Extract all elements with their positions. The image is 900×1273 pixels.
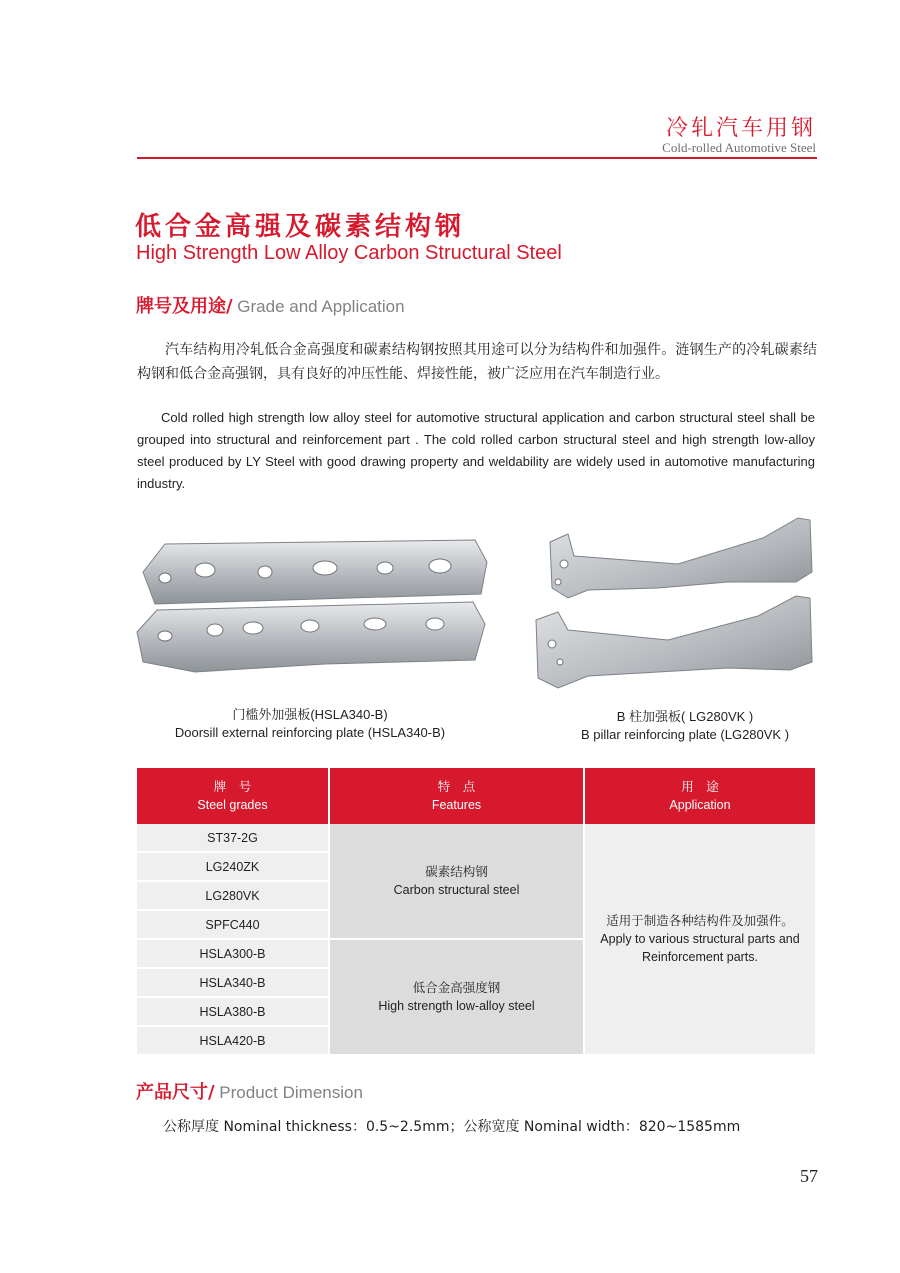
header-steel-grades [137, 768, 329, 824]
grade-cell: ST37-2G [137, 824, 329, 852]
page-title-en: High Strength Low Alloy Carbon Structural Steel [136, 242, 562, 264]
feature-carbon-cn: 碳素结构钢 [425, 865, 488, 879]
grade-cell: LG280VK [137, 881, 329, 910]
header-features-en: Features [431, 798, 482, 812]
header-steel-grades-en: Steel grades [197, 798, 268, 812]
feature-cell-carbon [329, 824, 584, 939]
feature-cell-hsla [329, 939, 584, 1054]
page-title-cn: 低合金高强及碳素结构钢 [135, 212, 466, 242]
section-heading-grade [136, 292, 405, 318]
figure-caption-doorsill [155, 706, 465, 742]
grade-cell: HSLA300-B [137, 939, 329, 968]
header-application [584, 768, 815, 824]
feature-hsla-en: High strength low-alloy steel [378, 999, 535, 1013]
figure-caption-doorsill-en: Doorsill external reinforcing plate (HSLA340-B) [174, 725, 446, 740]
figure-caption-b-pillar-en: B pillar reinforcing plate (LG280VK ) [580, 727, 790, 742]
application-cn: 适用于制造各种结构件及加强件。 [606, 914, 794, 928]
grade-cell: LG240ZK [137, 852, 329, 881]
application-cell [584, 824, 815, 1054]
feature-carbon-en: Carbon structural steel [393, 883, 520, 897]
steel-grades-table [137, 768, 815, 1054]
header-features-cn: 特 点 [437, 780, 476, 794]
table-header-row [137, 768, 815, 824]
header-application-cn: 用 途 [681, 780, 719, 794]
table-row [137, 824, 815, 852]
grade-cell: HSLA380-B [137, 997, 329, 1026]
figure-caption-doorsill-cn: 门槛外加强板(HSLA340-B) [232, 707, 388, 722]
grade-cell: HSLA340-B [137, 968, 329, 997]
dimension-text: 公称厚度 Nominal thickness：0.5~2.5mm；公称宽度 Nominal width：820~1585mm [163, 1119, 741, 1135]
header-title-en: Cold-rolled Automotive Steel [662, 140, 816, 155]
figure-caption-b-pillar-cn: B 柱加强板( LG280VK ) [616, 709, 754, 724]
application-en: Apply to various structural parts and Reinforcement parts. [600, 932, 800, 964]
section-heading-grade-en: Grade and Application [232, 297, 405, 316]
section-heading-grade-cn: 牌号及用途/ [136, 296, 233, 317]
header-application-en: Application [669, 798, 731, 812]
header-title-cn: 冷轧汽车用钢 [665, 116, 816, 141]
header-features [329, 768, 584, 824]
section-heading-dimension-cn: 产品尺寸/ [136, 1082, 215, 1103]
intro-paragraph-cn: 汽车结构用冷轧低合金高强度和碳素结构钢按照其用途可以分为结构件和加强件。涟钢生产的冷轧碳素结构钢和低合金高强钢，具有良好的冲压性能、焊接性能，被广泛应用在汽车制造行业。 [137, 342, 817, 382]
doorsill-plate-photo [135, 532, 495, 682]
header-divider [137, 157, 817, 159]
page-number: 57 [800, 1166, 818, 1186]
feature-hsla-cn: 低合金高强度钢 [412, 981, 501, 995]
header-steel-grades-cn: 牌 号 [213, 780, 252, 794]
b-pillar-plate-photo [528, 512, 828, 692]
figure-caption-b-pillar [540, 708, 830, 744]
intro-paragraph-en: Cold rolled high strength low alloy steel for automotive structural application and carbon structural steel shall be grouped into structural and reinforcement part . The cold rolled carbon structural steel and high strength low-alloy steel produced by LY Steel with good drawing property and weldability are widely used in automotive manufacturing industry. [137, 410, 815, 491]
grade-cell: HSLA420-B [137, 1026, 329, 1054]
section-heading-dimension [136, 1078, 363, 1104]
grade-cell: SPFC440 [137, 910, 329, 939]
section-heading-dimension-en: Product Dimension [214, 1083, 363, 1102]
